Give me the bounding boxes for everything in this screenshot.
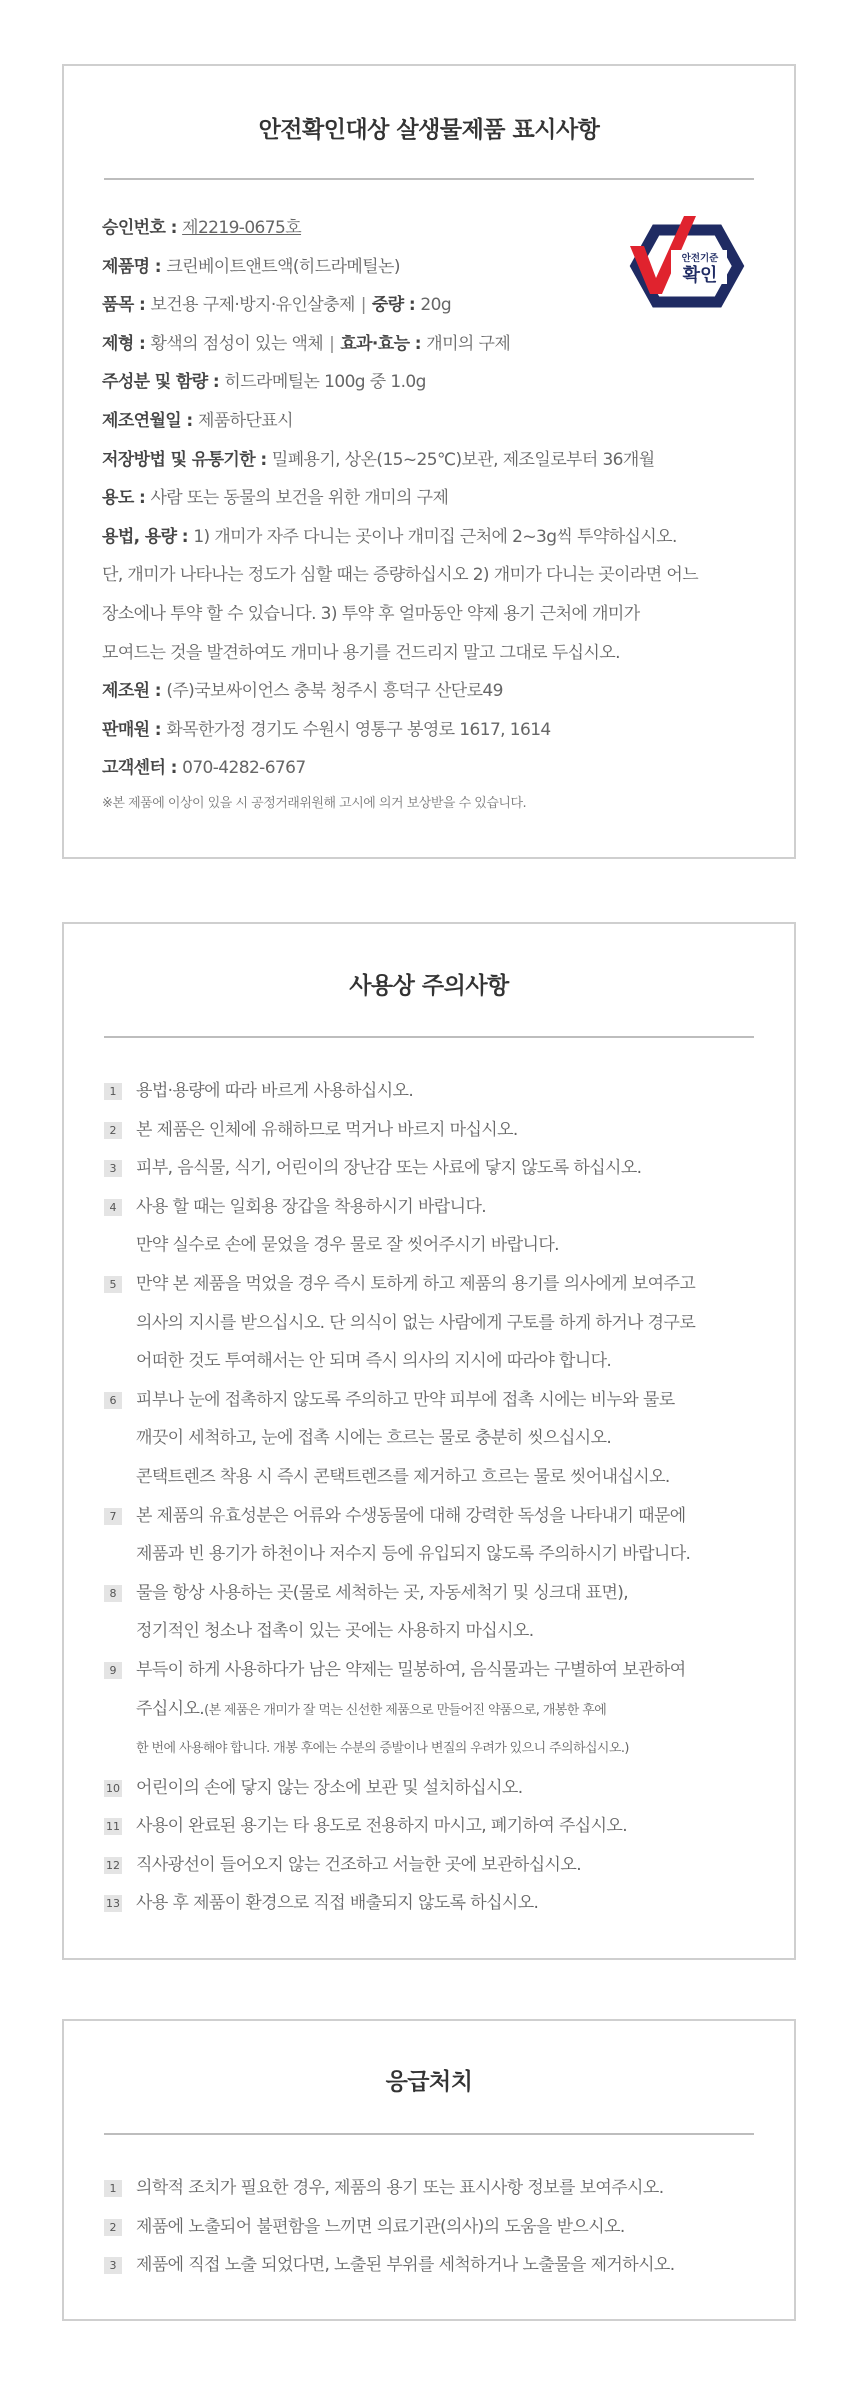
list-item [104, 1807, 764, 1846]
item-text: 제품과 빈 용기가 하천이나 저수지 등에 유입되지 않도록 주의하시기 바랍니다. [136, 1544, 691, 1565]
item-number: 7 [104, 1508, 122, 1525]
form-effect-row [102, 325, 762, 364]
manufacturer-row [102, 672, 762, 711]
ingredient-row [102, 363, 762, 402]
item-text: 본 제품은 인체에 유해하므로 먹거나 바르지 마십시오. [136, 1119, 518, 1140]
item-text: 정기적인 청소나 접촉이 있는 곳에는 사용하지 마십시오. [136, 1621, 534, 1642]
dosage-continued-line [102, 556, 762, 595]
field-value: 단, 개미가 나타나는 정도가 심할 때는 증량하십시오 2) 개미가 다니는 곳이라면 어느 [102, 565, 699, 586]
item-text: 직사광선이 들어오지 않는 건조하고 서늘한 곳에 보관하십시오. [136, 1854, 581, 1875]
dosage-continued-line [102, 634, 762, 673]
field-label: 판매원 : [102, 719, 167, 740]
item-text: 물을 항상 사용하는 곳(물로 세척하는 곳, 자동세척기 및 싱크대 표면), [136, 1582, 629, 1603]
list-item [104, 1884, 764, 1923]
category-weight-row [102, 286, 762, 325]
item-text: 어떠한 것도 투여해서는 안 되며 즉시 의사의 지시에 따라야 합니다. [136, 1351, 612, 1372]
list-item [104, 1149, 764, 1188]
field-value: 보건용 구제·방지·유인살충제 [150, 295, 355, 316]
divider [104, 178, 754, 180]
divider [104, 2133, 754, 2135]
item-text: 의학적 조치가 필요한 경우, 제품의 용기 또는 표시사항 정보를 보여주시오. [136, 2178, 664, 2198]
item-subnote: 한 번에 사용해야 합니다. 개봉 후에는 수분의 증발이나 변질의 우려가 있으니 주의하십시오.) [136, 1741, 629, 1757]
precautions-list [104, 1072, 764, 1923]
storage-row [102, 441, 762, 480]
first-aid-list [104, 2169, 764, 2285]
item-text: 부득이 하게 사용하다가 남은 약제는 밀봉하여, 음식물과는 구별하여 보관하여 [136, 1659, 686, 1680]
label-info-fields [102, 209, 762, 811]
item-text: 사용이 완료된 용기는 타 용도로 전용하지 마시고, 폐기하여 주십시오. [136, 1816, 628, 1837]
item-text: 만약 본 제품을 먹었을 경우 즉시 토하게 하고 제품의 용기를 의사에게 보여주고 [136, 1273, 696, 1294]
field-value: 1) 개미가 자주 다니는 곳이나 개미집 근처에 2~3g씩 투약하십시오. [193, 526, 677, 547]
field-value: 히드라메틸논 100g 중 1.0g [224, 372, 426, 393]
item-text: 제품에 노출되어 불편함을 느끼면 의료기관(의사)의 도움을 받으시오. [136, 2216, 625, 2237]
item-number: 10 [106, 1781, 120, 1795]
manufacture-date-row [102, 402, 762, 441]
usage-row [102, 479, 762, 518]
item-text: 본 제품의 유효성분은 어류와 수생동물에 대해 강력한 독성을 나타내기 때문에 [136, 1505, 686, 1526]
item-number: 3 [104, 2257, 122, 2274]
list-item [104, 1072, 764, 1111]
field-value: 20g [420, 295, 452, 316]
badge-top-text: 안전기준 [681, 253, 719, 264]
field-label: 중량 : [371, 295, 421, 316]
item-number: 2 [104, 2219, 122, 2236]
item-number: 6 [104, 1392, 122, 1409]
field-label: 효과·효능 : [340, 333, 427, 354]
separator: | [329, 333, 335, 354]
item-text: 피부나 눈에 접촉하지 않도록 주의하고 만약 피부에 접촉 시에는 비누와 물로 [136, 1389, 675, 1410]
field-label: 고객센터 : [102, 758, 183, 779]
item-text: 콘택트렌즈 착용 시 즉시 콘택트렌즈를 제거하고 흐르는 물로 씻어내십시오. [136, 1466, 670, 1487]
field-label: 승인번호 : [102, 218, 183, 238]
item-subnote: (본 제품은 개미가 잘 먹는 신선한 제품으로 만들어진 약품으로, 개봉한 후에 [204, 1702, 607, 1718]
item-number: 1 [104, 1083, 122, 1100]
item-text: 사용 할 때는 일회용 장갑을 착용하시기 바랍니다. [136, 1196, 487, 1217]
field-value: 황색의 점성이 있는 액체 [150, 333, 324, 354]
item-number: 13 [106, 1897, 120, 1911]
product-name-row [102, 248, 762, 287]
customer-center-row [102, 749, 762, 788]
field-label: 용도 : [102, 488, 151, 509]
divider [104, 1036, 754, 1038]
item-text-line [136, 1690, 764, 1731]
list-item [104, 2169, 764, 2208]
precautions-title: 사용상 주의사항 [349, 973, 509, 999]
field-value: 크린베이트앤트액(히드라메틸논) [166, 256, 400, 277]
field-value: 제품하단표시 [197, 410, 293, 431]
field-label: 제형 : [102, 333, 151, 354]
list-item [104, 1497, 764, 1574]
approval-number: 제2219-0675호 [182, 218, 302, 238]
customer-center-phone: 070-4282-6767 [182, 758, 306, 779]
item-text: 사용 후 제품이 환경으로 직접 배출되지 않도록 하십시오. [136, 1893, 539, 1914]
item-number: 11 [106, 1820, 120, 1834]
item-text: 만약 실수로 손에 묻었을 경우 물로 잘 씻어주시기 바랍니다. [136, 1235, 559, 1256]
field-value: 개미의 구제 [426, 333, 511, 354]
list-item [104, 1769, 764, 1808]
item-text: 어린이의 손에 닿지 않는 장소에 보관 및 설치하십시오. [136, 1777, 523, 1798]
item-number: 9 [104, 1662, 122, 1679]
list-item [104, 1265, 764, 1381]
list-item [104, 1651, 764, 1769]
item-number: 3 [104, 1160, 122, 1177]
field-value: 사람 또는 동물의 보건을 위한 개미의 구제 [150, 488, 449, 509]
item-number: 4 [104, 1199, 122, 1216]
list-item [104, 1381, 764, 1497]
field-label: 용법, 용량 : [102, 526, 194, 547]
first-aid-title: 응급처치 [385, 2069, 473, 2095]
field-label: 제조연월일 : [102, 410, 198, 431]
field-value: 밀폐용기, 상온(15~25℃)보관, 제조일로부터 36개월 [271, 449, 655, 470]
badge-bottom-text: 확인 [682, 265, 718, 286]
label-info-card [62, 64, 796, 859]
field-value: 모여드는 것을 발견하여도 개미나 용기를 건드리지 말고 그대로 두십시오. [102, 642, 620, 663]
separator: | [360, 295, 366, 316]
item-text: 주십시오. [136, 1698, 205, 1719]
field-label: 품목 : [102, 295, 151, 316]
list-item [104, 1188, 764, 1265]
list-item [104, 2208, 764, 2247]
item-text: 용법·용량에 따라 바르게 사용하십시오. [136, 1081, 414, 1101]
list-item [104, 2246, 764, 2285]
item-number: 1 [104, 2180, 122, 2197]
approval-number-row [102, 209, 762, 248]
first-aid-card [62, 2019, 796, 2321]
item-text: 제품에 직접 노출 되었다면, 노출된 부위를 세척하거나 노출물을 제거하시오. [136, 2255, 675, 2276]
field-value: (주)국보싸이언스 충북 청주시 흥덕구 산단로49 [166, 681, 503, 702]
item-text: 피부, 음식물, 식기, 어린이의 장난감 또는 사료에 닿지 않도록 하십시오. [136, 1158, 642, 1179]
item-number: 8 [104, 1585, 122, 1602]
item-number: 2 [104, 1122, 122, 1139]
list-item [104, 1846, 764, 1885]
field-label: 제조원 : [102, 681, 167, 702]
field-label: 주성분 및 함량 : [102, 372, 225, 393]
item-number: 12 [106, 1858, 120, 1872]
label-info-title: 안전확인대상 살생물제품 표시사항 [258, 117, 600, 143]
dosage-row [102, 518, 762, 557]
seller-row [102, 711, 762, 750]
dosage-continued-line [102, 595, 762, 634]
item-text: 깨끗이 세척하고, 눈에 접촉 시에는 흐르는 물로 충분히 씻으십시오. [136, 1428, 612, 1449]
field-label: 저장방법 및 유통기한 : [102, 449, 272, 470]
list-item [104, 1574, 764, 1651]
field-value: 장소에나 투약 할 수 있습니다. 3) 투약 후 얼마동안 약제 용기 근처에 개미가 [102, 603, 640, 624]
list-item [104, 1111, 764, 1150]
compensation-note: ※본 제품에 이상이 있을 시 공정거래위원해 고시에 의거 보상받을 수 있습니다. [102, 795, 527, 811]
item-number: 5 [104, 1276, 122, 1293]
item-text: 의사의 지시를 받으십시오. 단 의식이 없는 사람에게 구토를 하게 하거나 경구로 [136, 1312, 696, 1333]
field-value: 화목한가정 경기도 수원시 영통구 봉영로 1617, 1614 [166, 719, 551, 740]
precautions-card [62, 922, 796, 1960]
field-label: 제품명 : [102, 256, 167, 277]
